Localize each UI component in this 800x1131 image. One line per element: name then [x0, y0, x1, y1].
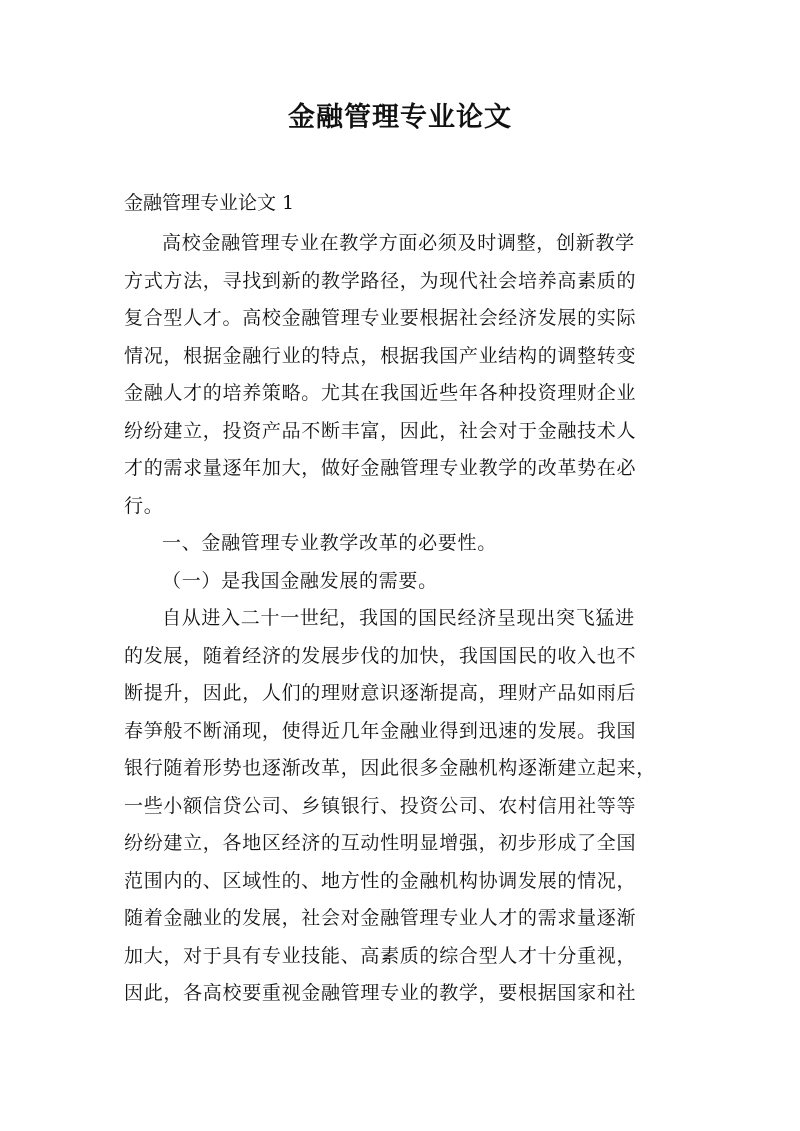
paragraph-line: 范围内的、区域性的、地方性的金融机构协调发展的情况，: [124, 869, 637, 892]
paragraph-line: 才的需求量逐年加大，做好金融管理专业教学的改革势在必: [124, 457, 637, 479]
paragraph-line: 情况，根据金融行业的特点，根据我国产业结构的调整转变: [124, 344, 637, 367]
paragraph-line: 纷纷建立，投资产品不断丰富，因此，社会对于金融技术人: [124, 419, 637, 442]
paragraph-line: 随着金融业的发展，社会对金融管理专业人才的需求量逐渐: [124, 907, 637, 929]
paragraph-line: 金融人才的培养策略。尤其在我国近些年各种投资理财企业: [124, 382, 637, 404]
paragraph-line: 行。: [124, 494, 164, 517]
subsection-line: （一）是我国金融发展的需要。: [162, 569, 438, 592]
paragraph-line: 断提升，因此，人们的理财意识逐渐提高，理财产品如雨后: [124, 682, 637, 704]
paragraph-line: 方式方法，寻找到新的教学路径，为现代社会培养高素质的: [124, 269, 637, 292]
paragraph-line: 纷纷建立，各地区经济的互动性明显增强，初步形成了全国: [124, 832, 637, 854]
paragraph-line: 自从进入二十一世纪，我国的国民经济呈现出突飞猛进: [162, 607, 635, 629]
paragraph-line: 一些小额信贷公司、乡镇银行、投资公司、农村信用社等等: [124, 794, 637, 817]
paragraph-line: 因此，各高校要重视金融管理专业的教学，要根据国家和社: [124, 982, 637, 1004]
document-body: [124, 225, 684, 1013]
document-title: 金融管理专业论文: [288, 102, 512, 133]
paragraph-line: 的发展，随着经济的发展步伐的加快，我国国民的收入也不: [124, 644, 637, 667]
section-heading: 金融管理专业论文 1: [124, 192, 295, 214]
paragraph-line: 春笋般不断涌现，使得近几年金融业得到迅速的发展。我国: [124, 719, 637, 742]
section-line: 一、金融管理专业教学改革的必要性。: [162, 532, 497, 554]
paragraph-line: 加大，对于具有专业技能、高素质的综合型人才十分重视，: [124, 944, 637, 967]
paragraph-line: 高校金融管理专业在教学方面必须及时调整，创新教学: [162, 232, 635, 254]
paragraph-line: 银行随着形势也逐渐改革，因此很多金融机构逐渐建立起来，: [124, 757, 656, 779]
paragraph-line: 复合型人才。高校金融管理专业要根据社会经济发展的实际: [124, 307, 637, 329]
